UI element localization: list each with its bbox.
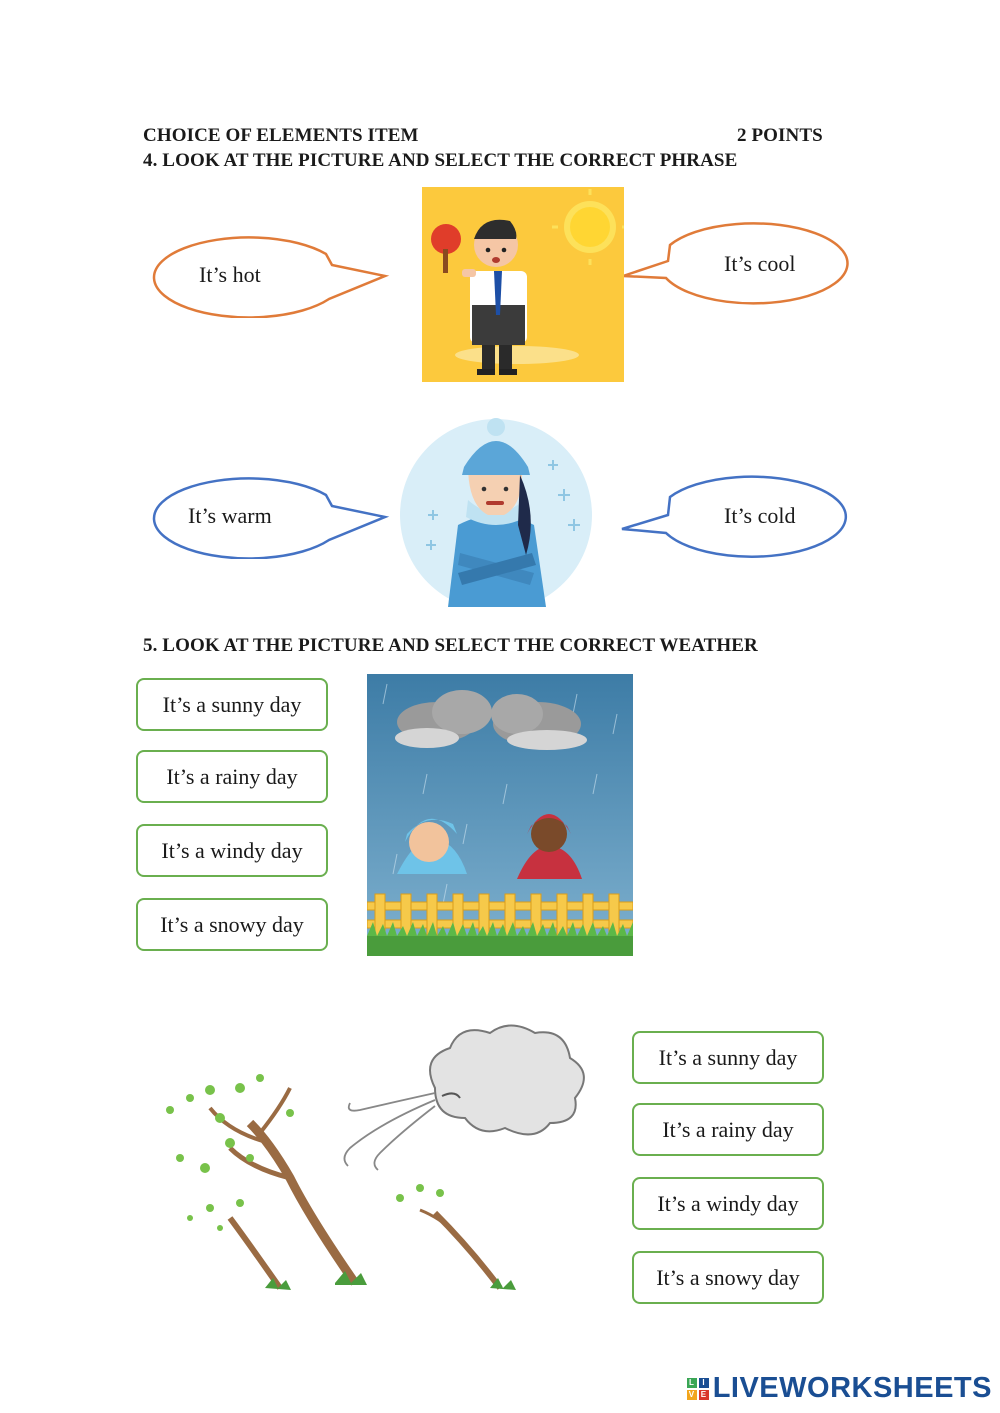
logo-mark-icon: L I V E — [687, 1378, 709, 1400]
points-label: 2 POINTS — [737, 125, 823, 146]
question-5-title: 5. LOOK AT THE PICTURE AND SELECT THE CORRECT WEATHER — [143, 635, 758, 656]
option-rainy-day[interactable]: It’s a rainy day — [136, 750, 328, 803]
option-rainy-day[interactable]: It’s a rainy day — [632, 1103, 824, 1156]
bubble-label: It’s warm — [188, 503, 272, 528]
bubble-label: It’s cold — [724, 503, 796, 528]
bubble-its-cold[interactable] — [618, 473, 864, 559]
option-snowy-day[interactable]: It’s a snowy day — [136, 898, 328, 951]
option-windy-day[interactable]: It’s a windy day — [136, 824, 328, 877]
bubble-label: It’s hot — [199, 262, 261, 287]
brand-name: LIVEWORKSHEETS — [712, 1372, 992, 1404]
option-windy-day[interactable]: It’s a windy day — [632, 1177, 824, 1230]
windy-day-illustration — [150, 1018, 595, 1308]
bubble-its-hot[interactable] — [133, 232, 393, 318]
speech-bubble-left-shape — [133, 232, 393, 318]
rainy-day-illustration — [367, 674, 633, 956]
bubble-its-cool[interactable] — [618, 221, 864, 305]
question-4-title: 4. LOOK AT THE PICTURE AND SELECT THE CORRECT PHRASE — [143, 150, 738, 171]
hot-weather-illustration — [422, 187, 624, 382]
option-sunny-day[interactable]: It’s a sunny day — [632, 1031, 824, 1084]
option-snowy-day[interactable]: It’s a snowy day — [632, 1251, 824, 1304]
option-sunny-day[interactable]: It’s a sunny day — [136, 678, 328, 731]
liveworksheets-logo[interactable] — [687, 1372, 992, 1405]
item-title: CHOICE OF ELEMENTS ITEM — [143, 125, 419, 146]
bubble-its-warm[interactable] — [133, 473, 393, 559]
bubble-label: It’s cool — [724, 251, 796, 276]
cold-weather-illustration — [398, 405, 594, 607]
